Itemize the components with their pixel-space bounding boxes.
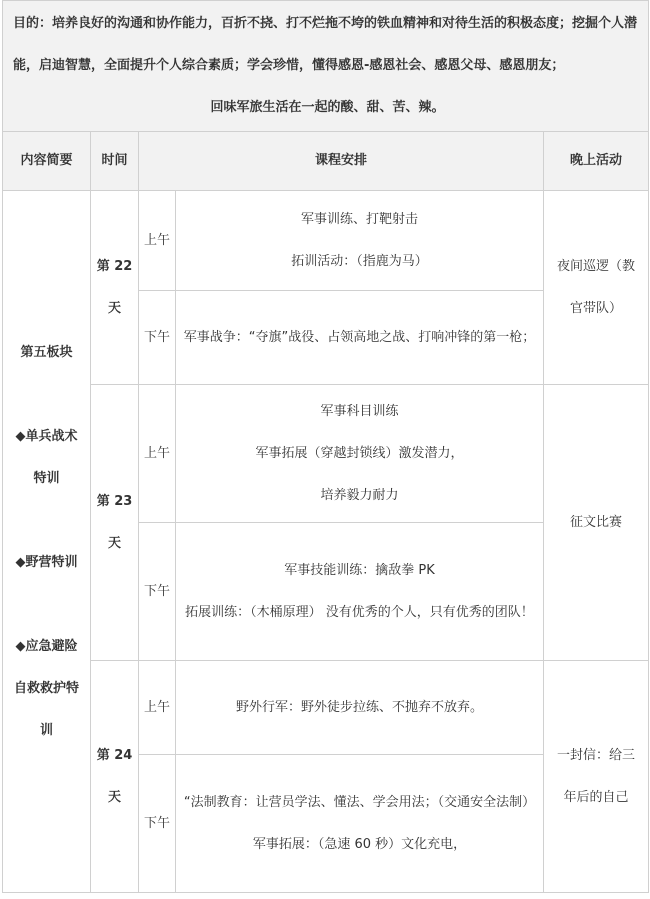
slot-am: 上午 [139, 385, 176, 523]
slot-pm: 下午 [139, 291, 176, 385]
content-line: 拓训活动：（指鹿为马） [291, 253, 428, 269]
content-line: 军事战争：“夺旗”战役、占领高地之战、打响冲锋的第一枪； [183, 329, 536, 345]
day-label: 第 22 天 [91, 191, 139, 385]
block-line: 训 [39, 722, 53, 738]
schedule-table [2, 0, 649, 893]
content-cell [176, 191, 544, 291]
day-label: 第 24 天 [91, 661, 139, 893]
day-label: 第 23 天 [91, 385, 139, 661]
evening-activity: 征文比赛 [544, 385, 649, 661]
block-line [3, 584, 90, 626]
goal-text: 目的：培养良好的沟通和协作能力，百折不挠、打不烂拖不垮的铁血精神和对待生活的积极态度；挖掘个人潜能，启迪智慧，全面提升个人综合素质；学会珍惜，懂得感恩-感恩社会、感恩父母、感恩朋友； [13, 16, 638, 73]
evening-activity: 一封信：给三年后的自己 [544, 661, 649, 893]
content-line: 军事训练、打靶射击 [300, 211, 418, 227]
header-schedule: 课程安排 [139, 132, 544, 191]
slot-am: 上午 [139, 191, 176, 291]
content-cell [176, 385, 544, 523]
goal-text-last: 回味军旅生活在一起的酸、甜、苦、辣。 [210, 100, 445, 115]
content-cell [176, 755, 544, 893]
evening-activity: 夜间巡逻（教官带队） [544, 191, 649, 385]
slot-pm: 下午 [139, 755, 176, 893]
content-line: 野外行军：野外徒步拉练、不抛弃不放弃。 [235, 699, 483, 715]
block-line: ◆单兵战术 [15, 428, 78, 444]
header-summary: 内容简要 [3, 132, 91, 191]
goal-cell [3, 1, 649, 132]
content-cell [176, 523, 544, 661]
block-line: ◆野营特训 [15, 554, 78, 570]
block-line: ◆应急避险 [15, 638, 78, 654]
content-line: 培养毅力耐力 [320, 487, 399, 503]
block-summary-cell [3, 191, 91, 893]
block-line [3, 374, 90, 416]
content-cell [176, 291, 544, 385]
content-line: 军事技能训练：擒敌拳 PK [284, 562, 435, 578]
content-line: 军事拓展：（急速 60 秒）文化充电， [252, 836, 467, 852]
slot-am: 上午 [139, 661, 176, 755]
block-line: 特训 [33, 470, 60, 486]
block-line: 自救救护特 [13, 680, 79, 696]
content-cell [176, 661, 544, 755]
block-line [3, 500, 90, 542]
slot-pm: 下午 [139, 523, 176, 661]
content-line: 拓展训练：（木桶原理） 没有优秀的个人，只有优秀的团队！ [185, 604, 534, 620]
block-line: 第五板块 [20, 344, 73, 360]
header-evening: 晚上活动 [544, 132, 649, 191]
content-line: “法制教育：让营员学法、懂法、学会用法；（交通安全法制） [183, 794, 536, 810]
content-line: 军事科目训练 [320, 403, 399, 419]
content-line: 军事拓展（穿越封锁线）激发潜力， [255, 445, 464, 461]
header-time: 时间 [91, 132, 139, 191]
